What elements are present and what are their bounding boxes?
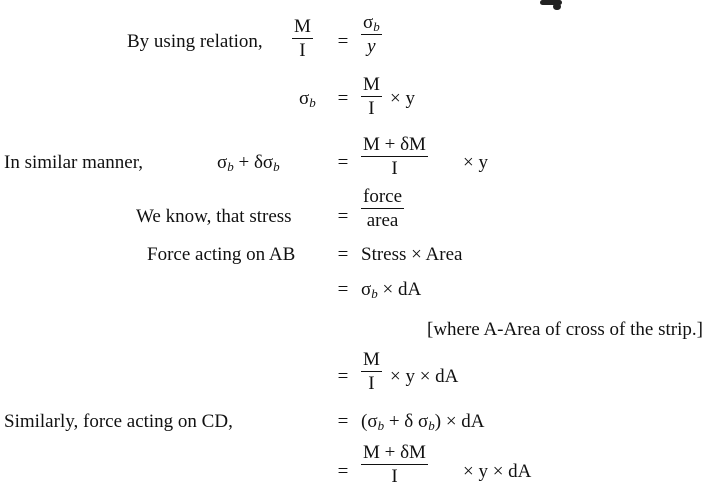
line-3-label: In similar manner, <box>4 152 144 173</box>
line-2-times-y: × y <box>390 88 415 109</box>
line-9-label: Similarly, force acting on CD, <box>4 411 233 432</box>
fraction-force-over-area: force area <box>363 186 403 231</box>
scan-mark <box>553 3 561 10</box>
line-9-rhs: ($\sigma_b + \delta$ $\sigma_b$) × dA <box>361 411 485 433</box>
equals-sign: = <box>337 411 349 432</box>
line-6-rhs: $\sigma_b$ × dA <box>361 279 422 301</box>
line-1-label: By using relation, <box>127 31 263 52</box>
fraction-sigma-over-y: $\frac{\sigma_b}{y}$ <box>363 12 380 57</box>
equals-sign: = <box>337 366 349 387</box>
fraction-m-over-i: $\frac{M}{I}$ <box>363 349 380 394</box>
line-3-lhs: $\sigma_b + \delta\sigma_b$ <box>217 152 280 174</box>
equals-sign: = <box>337 244 349 265</box>
line-2-lhs: $\sigma_b$ <box>299 88 316 110</box>
note-text: [where A-Area of cross of the strip.] <box>427 319 703 340</box>
equals-sign: = <box>337 31 349 52</box>
line-3-times-y: × y <box>463 152 488 173</box>
fraction-m-over-i: $\frac{M}{I}$ <box>363 74 380 119</box>
fraction-m-over-i: $\frac{M}{I}$ <box>294 16 311 61</box>
equals-sign: = <box>337 152 349 173</box>
line-5-rhs: Stress × Area <box>361 244 463 265</box>
line-5-label: Force acting on AB <box>147 244 296 265</box>
fraction-m-plus-dm-over-i: $\frac{M + \delta M}{I}$ <box>363 442 426 487</box>
equals-sign: = <box>337 88 349 109</box>
fraction-m-plus-dm-over-i: $\frac{M + \delta M}{I}$ <box>363 134 426 179</box>
line-8-times: × y × dA <box>390 366 459 387</box>
line-10-times: × y × dA <box>463 461 532 482</box>
equals-sign: = <box>337 206 349 227</box>
equals-sign: = <box>337 461 349 482</box>
equals-sign: = <box>337 279 349 300</box>
line-4-label: We know, that stress <box>136 206 292 227</box>
